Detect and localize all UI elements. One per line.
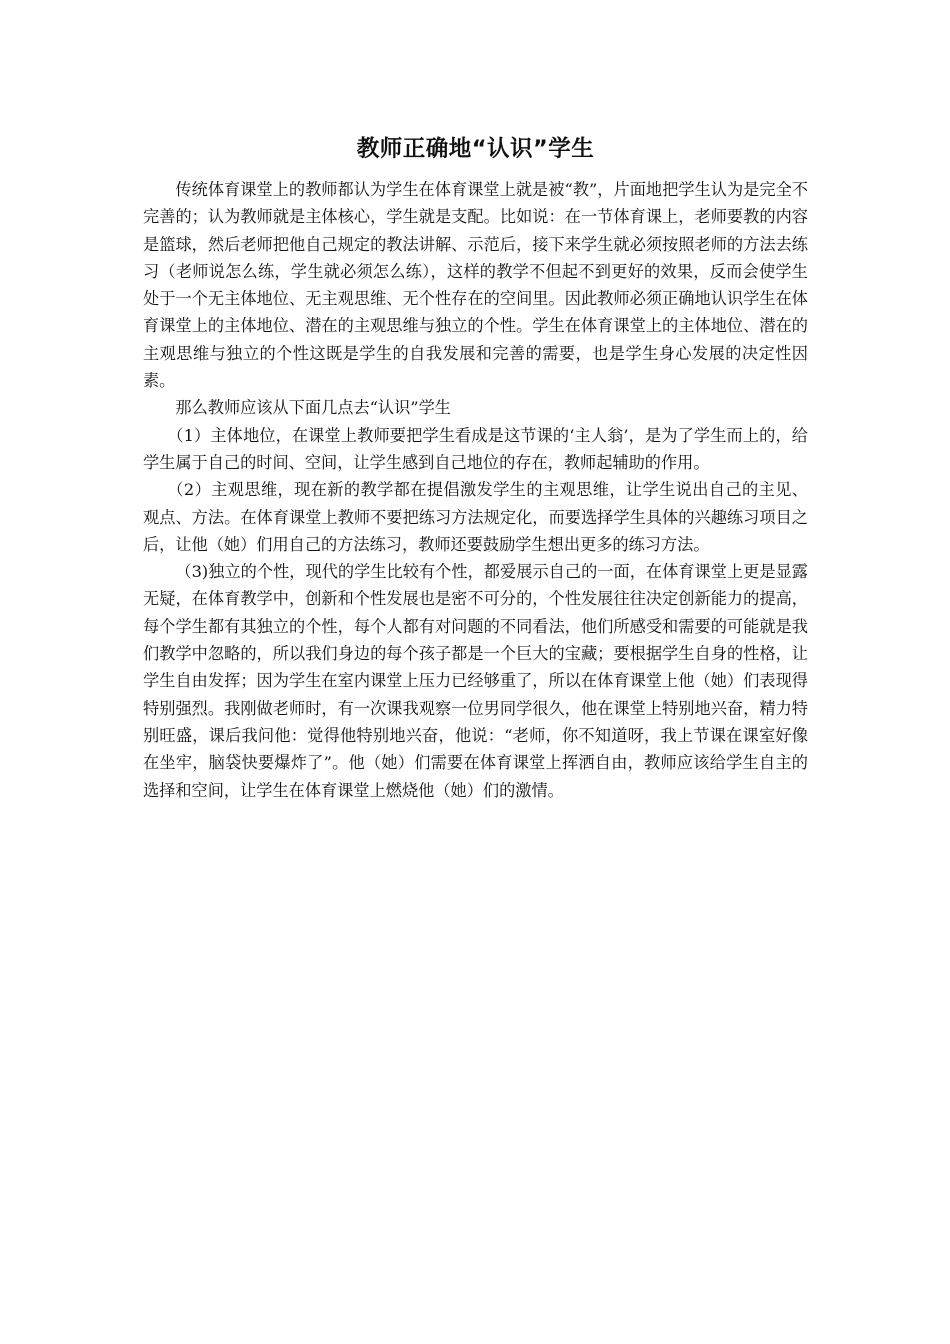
document-title: 教师正确地“认识”学生 (356, 136, 595, 162)
paragraph-point-3: （3)独立的个性，现代的学生比较有个性，都爱展示自己的一面，在体育课堂上更是显露无疑，在体育教学中，创新和个性发展也是密不可分的，个性发展往往决定创新能力的提高，每个学生都有其独立的个性，每个人都有对问题的不同看法，他们所感受和需要的可能就是我们教学中忽略的，所以我们身边的每个孩子都是一个巨大的宝藏；要根据学生自身的性格，让学生自由发挥；因为学生在室内课堂上压力已经够重了，所以在体育课堂上他（她）们表现得特别强烈。我刚做老师时，有一次课我观察一位男同学很久，他在课堂上特别地兴奋，精力特别旺盛，课后我问他：觉得他特别地兴奋，他说：“老师，你不知道呀，我上节课在课室好像在坐牢，脑袋快要爆炸了”。他（她）们需要在体育课堂上挥洒自由，教师应该给学生自主的选择和空间，让学生在体育课堂上燃烧他（她）们的激情。 (143, 562, 808, 800)
paragraph-lead-in: 那么教师应该从下面几点去“认识”学生 (175, 398, 451, 418)
document-body (143, 130, 808, 804)
paragraph-point-1: （1）主体地位，在课堂上教师要把学生看成是这节课的‘主人翁’，是为了学生而上的，给学生属于自己的时间、空间，让学生感到自己地位的存在，教师起辅助的作用。 (143, 425, 808, 472)
paragraph-point-2: （2）主观思维，现在新的教学都在提倡激发学生的主观思维，让学生说出自己的主见、观点、方法。在体育课堂上教师不要把练习方法规定化，而要选择学生具体的兴趣练习项目之后，让他（她）们用自己的方法练习，教师还要鼓励学生想出更多的练习方法。 (143, 480, 808, 554)
paragraph-intro: 传统体育课堂上的教师都认为学生在体育课堂上就是被“教”，片面地把学生认为是完全不完善的；认为教师就是主体核心，学生就是支配。比如说：在一节体育课上，老师要教的内容是篮球，然后老师把他自己规定的教法讲解、示范后，接下来学生就必须按照老师的方法去练习（老师说怎么练，学生就必须怎么练），这样的教学不但起不到更好的效果，反而会使学生处于一个无主体地位、无主观思维、无个性存在的空间里。因此教师必须正确地认识学生在体育课堂上的主体地位、潜在的主观思维与独立的个性。学生在体育课堂上的主体地位、潜在的主观思维与独立的个性这既是学生的自我发展和完善的需要，也是学生身心发展的决定性因素。 (143, 180, 808, 391)
